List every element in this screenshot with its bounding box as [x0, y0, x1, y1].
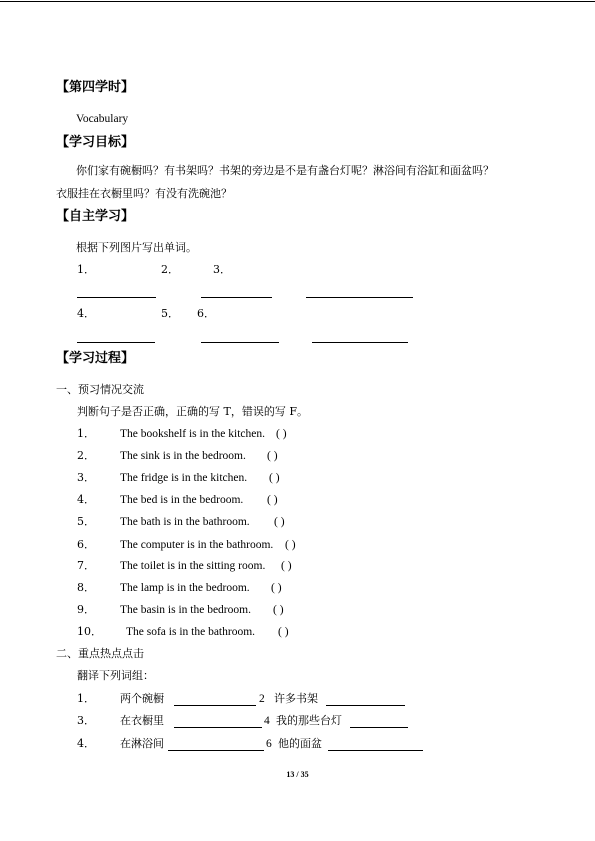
phrase-num: 4． [77, 737, 95, 750]
tf-num: 10． [77, 625, 102, 638]
pic-num-5: 5． [161, 307, 179, 320]
phrase-text: 两个碗橱 [120, 692, 164, 705]
self-instruction: 根据下列图片写出单词。 [76, 241, 197, 254]
phrase-blank[interactable] [328, 750, 423, 751]
tf-num: 4． [77, 493, 95, 506]
tf-num: 3． [77, 471, 95, 484]
page-number: 13 / 35 [286, 770, 309, 779]
tf-answer[interactable]: ( ) [267, 494, 278, 506]
pic-num-2: 2． [161, 263, 179, 276]
section2-title: 二、重点热点点击 [56, 647, 144, 660]
tf-num: 1． [77, 427, 95, 440]
tf-answer[interactable]: ( ) [274, 516, 285, 528]
tf-answer[interactable]: ( ) [273, 604, 284, 616]
tf-text: The bath is in the bathroom. [120, 516, 250, 528]
phrase-text: 他的面盆 [278, 737, 322, 750]
phrase-blank[interactable] [168, 750, 264, 751]
tf-text: The lamp is in the bedroom. [120, 582, 250, 594]
phrase-blank[interactable] [350, 727, 408, 728]
tf-text: The fridge is in the kitchen. [120, 472, 248, 484]
phrase-num: 1． [77, 692, 95, 705]
answer-blank-6[interactable] [312, 342, 408, 343]
heading-goal: 【学习目标】 [56, 135, 135, 150]
section1-title: 一、预习情况交流 [56, 383, 144, 396]
phrase-num: 2 [259, 693, 265, 705]
heading-lesson: 【第四学时】 [56, 80, 135, 95]
section1-instruction: 判断句子是否正确，正确的写 T，错误的写 F。 [77, 405, 308, 418]
tf-num: 2． [77, 449, 95, 462]
pic-num-1: 1． [77, 263, 95, 276]
goal-line-1: 你们家有碗橱吗？有书架吗？书架的旁边是不是有盏台灯呢？淋浴间有浴缸和面盆吗？ [76, 164, 494, 177]
phrase-text: 我的那些台灯 [276, 714, 342, 727]
tf-num: 8． [77, 581, 95, 594]
tf-answer[interactable]: ( ) [276, 428, 287, 440]
tf-text: The bookshelf is in the kitchen. [120, 428, 265, 440]
phrase-blank[interactable] [174, 705, 256, 706]
top-rule [0, 1, 595, 2]
pic-num-4: 4． [77, 307, 95, 320]
tf-text: The computer is in the bathroom. [120, 539, 274, 551]
tf-text: The bed is in the bedroom. [120, 494, 244, 506]
answer-blank-5[interactable] [201, 342, 279, 343]
phrase-num: 3． [77, 714, 95, 727]
tf-answer[interactable]: ( ) [271, 582, 282, 594]
phrase-text: 许多书架 [274, 692, 318, 705]
phrase-blank[interactable] [326, 705, 405, 706]
heading-self: 【自主学习】 [56, 209, 135, 224]
phrase-blank[interactable] [174, 727, 262, 728]
answer-blank-4[interactable] [77, 342, 155, 343]
tf-answer[interactable]: ( ) [281, 560, 292, 572]
vocabulary-label: Vocabulary [76, 113, 129, 125]
tf-num: 6． [77, 538, 95, 551]
pic-num-6: 6． [197, 307, 215, 320]
tf-answer[interactable]: ( ) [278, 626, 289, 638]
answer-blank-2[interactable] [201, 297, 272, 298]
answer-blank-3[interactable] [306, 297, 413, 298]
phrase-text: 在衣橱里 [120, 714, 164, 727]
phrase-text: 在淋浴间 [120, 737, 164, 750]
heading-process: 【学习过程】 [56, 351, 135, 366]
tf-num: 9． [77, 603, 95, 616]
phrase-num: 4 [264, 715, 270, 727]
tf-num: 7． [77, 559, 95, 572]
pic-num-3: 3． [213, 263, 231, 276]
tf-text: The toilet is in the sitting room. [120, 560, 266, 572]
tf-text: The sink is in the bedroom. [120, 450, 246, 462]
phrase-num: 6 [266, 738, 272, 750]
tf-text: The sofa is in the bathroom. [126, 626, 256, 638]
section2-instruction: 翻译下列词组： [77, 669, 154, 682]
tf-answer[interactable]: ( ) [267, 450, 278, 462]
answer-blank-1[interactable] [77, 297, 156, 298]
tf-text: The basin is in the bedroom. [120, 604, 251, 616]
tf-num: 5． [77, 515, 95, 528]
tf-answer[interactable]: ( ) [285, 539, 296, 551]
tf-answer[interactable]: ( ) [269, 472, 280, 484]
goal-line-2: 衣服挂在衣橱里吗？有没有洗碗池？ [56, 187, 232, 200]
